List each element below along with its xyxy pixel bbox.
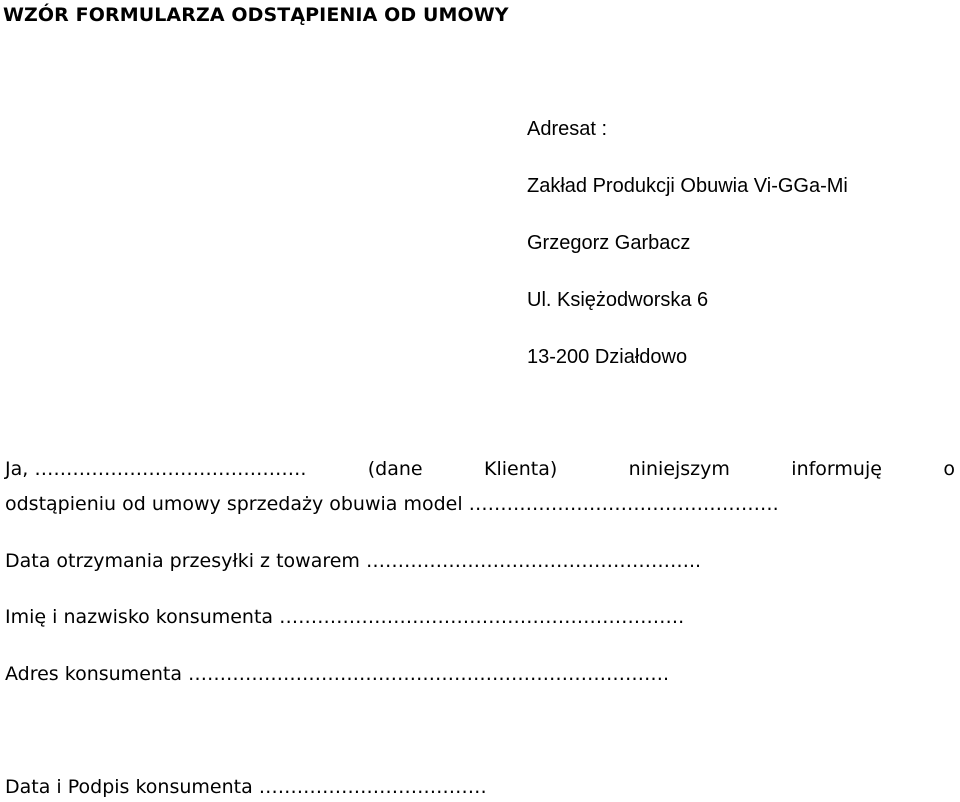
addressee-owner: Grzegorz Garbacz <box>527 232 691 254</box>
statement-line-1 <box>5 458 955 480</box>
receipt-date-field: Data otrzymania przesyłki z towarem …………………………………………….. <box>5 550 702 572</box>
consumer-name-field: Imię i nazwisko konsumenta ………………………………………………………. <box>5 606 685 628</box>
statement-line-2: odstąpieniu od umowy sprzedaży obuwia model …………………………………………. <box>5 493 779 515</box>
addressee-city: 13-200 Działdowo <box>527 346 688 368</box>
statement-part: informuję <box>791 458 882 480</box>
addressee-street: Ul. Księżodworska 6 <box>527 289 709 311</box>
signature-field: Data i Podpis konsumenta ……………………………… <box>5 776 487 798</box>
form-title: WZÓR FORMULARZA ODSTĄPIENIA OD UMOWY <box>3 4 509 26</box>
addressee-company: Zakład Produkcji Obuwia Vi-GGa-Mi <box>527 175 848 197</box>
statement-part: Klienta) <box>484 458 558 480</box>
consumer-address-field: Adres konsumenta …………………………………………………………………. <box>5 663 670 685</box>
statement-part: o <box>943 458 955 480</box>
statement-part: Ja, ……………………………………. <box>5 458 307 480</box>
addressee-label: Adresat : <box>527 118 608 140</box>
statement-part: (dane <box>367 458 423 480</box>
statement-part: niniejszym <box>628 458 730 480</box>
